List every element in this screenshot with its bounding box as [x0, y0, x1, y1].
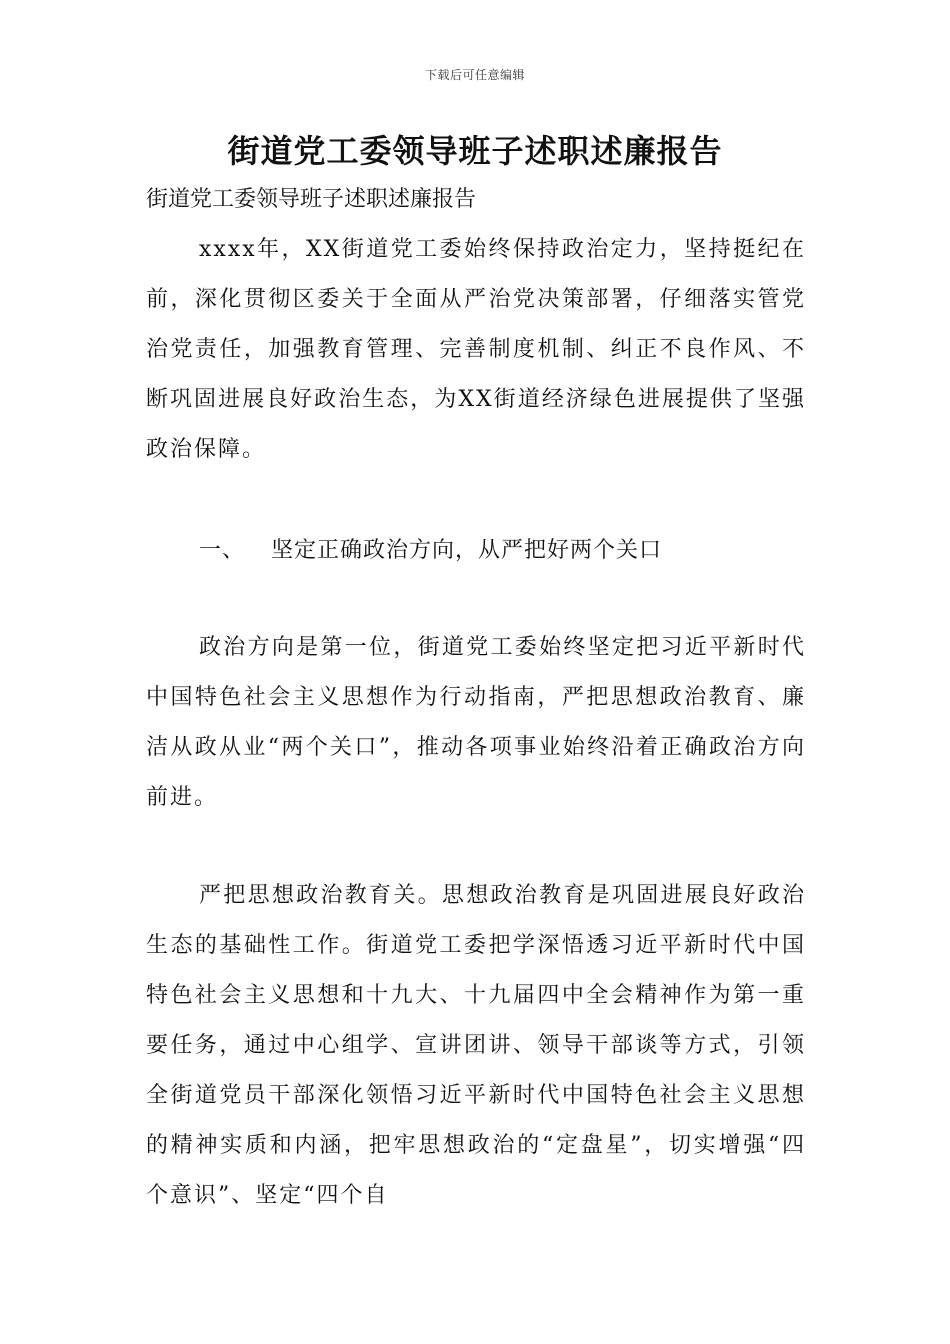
- section-title: 坚定正确政治方向，从严把好两个关口: [271, 538, 663, 563]
- header-note: 下载后可任意编辑: [424, 68, 525, 82]
- section-paragraph-2: 严把思想政治教育关。思想政治教育是巩固进展良好政治生态的基础性工作。街道党工委把学深悟透习近平新时代中国特色社会主义思想和十九大、十九届四中全会精神作为第一重要任务，通过中心组学、宣讲团讲、领导干部谈等方式，引领全街道党员干部深化领悟习近平新时代中国特色社会主义思想的精神实质和内涵，把牢思想政治的“定盘星”，切实增强“四个意识”、坚定“四个自: [146, 883, 806, 1208]
- section-heading: [199, 526, 662, 576]
- document-title: 街道党工委领导班子述职述廉报告: [227, 132, 723, 170]
- intro-paragraph: xxxx年，XX街道党工委始终保持政治定力，坚持挺纪在前，深化贯彻区委关于全面从严治党决策部署，仔细落实管党治党责任，加强教育管理、完善制度机制、纠正不良作风、不断巩固进展良好政治生态，为XX街道经济绿色进展提供了坚强政治保障。: [146, 237, 806, 462]
- section-paragraph-1: 政治方向是第一位，街道党工委始终坚定把习近平新时代中国特色社会主义思想作为行动指南，严把思想政治教育、廉洁从政从业“两个关口”，推动各项事业始终沿着正确政治方向前进。: [146, 635, 806, 810]
- section-number: 一、: [199, 538, 246, 563]
- document-subtitle: 街道党工委领导班子述职述廉报告: [146, 187, 477, 212]
